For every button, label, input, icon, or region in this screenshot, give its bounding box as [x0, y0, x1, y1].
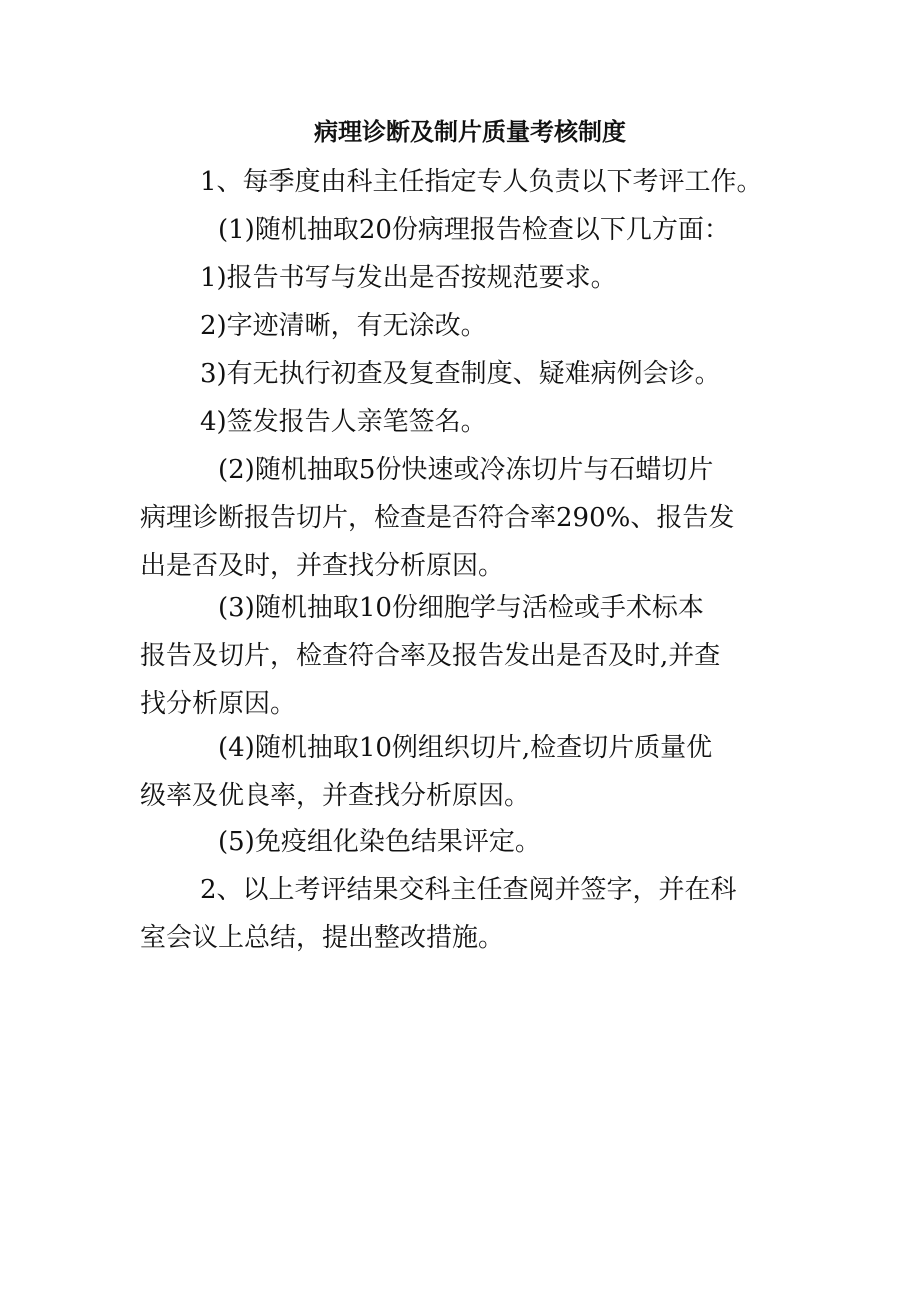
paragraph-4-line-2: 级率及优良率，并查找分析原因。 — [140, 781, 531, 811]
paragraph-2-line-2: 病理诊断报告切片，检查是否符合率290%、报告发 — [140, 503, 735, 533]
paragraph-6-line-2: 室会议上总结，提出整改措施。 — [140, 923, 505, 953]
paragraph-5: (5)免疫组化染色结果评定。 — [218, 827, 541, 857]
item-1-1-c: 3)有无执行初查及复查制度、疑难病例会诊。 — [200, 359, 721, 389]
paragraph-4 — [140, 724, 800, 820]
item-1-1-b: 2)字迹清晰，有无涂改。 — [200, 311, 487, 341]
paragraph-3 — [140, 584, 800, 728]
item-1: 1、每季度由科主任指定专人负责以下考评工作。 — [200, 167, 763, 197]
paragraph-2 — [140, 446, 800, 590]
paragraph-2-line-1: (2)随机抽取5份快速或冷冻切片与石蜡切片 — [218, 455, 714, 485]
document-title: 病理诊断及制片质量考核制度 — [314, 117, 626, 146]
paragraph-6 — [140, 866, 800, 962]
item-1-1-d: 4)签发报告人亲笔签名。 — [200, 407, 487, 437]
item-1-1-a: 1)报告书写与发出是否按规范要求。 — [200, 263, 617, 293]
paragraph-3-line-3: 找分析原因。 — [140, 689, 297, 719]
paragraph-2-line-3: 出是否及时，并查找分析原因。 — [140, 551, 505, 581]
paragraph-6-line-1: 2、以上考评结果交科主任查阅并签字，并在科 — [200, 875, 737, 905]
paragraph-4-line-1: (4)随机抽取10例组织切片,检查切片质量优 — [218, 733, 713, 763]
paragraph-3-line-1: (3)随机抽取10份细胞学与活检或手术标本 — [218, 593, 704, 623]
item-1-1: (1)随机抽取20份病理报告检查以下几方面： — [218, 215, 730, 245]
paragraph-3-line-2: 报告及切片，检查符合率及报告发出是否及时,并查 — [140, 641, 721, 671]
